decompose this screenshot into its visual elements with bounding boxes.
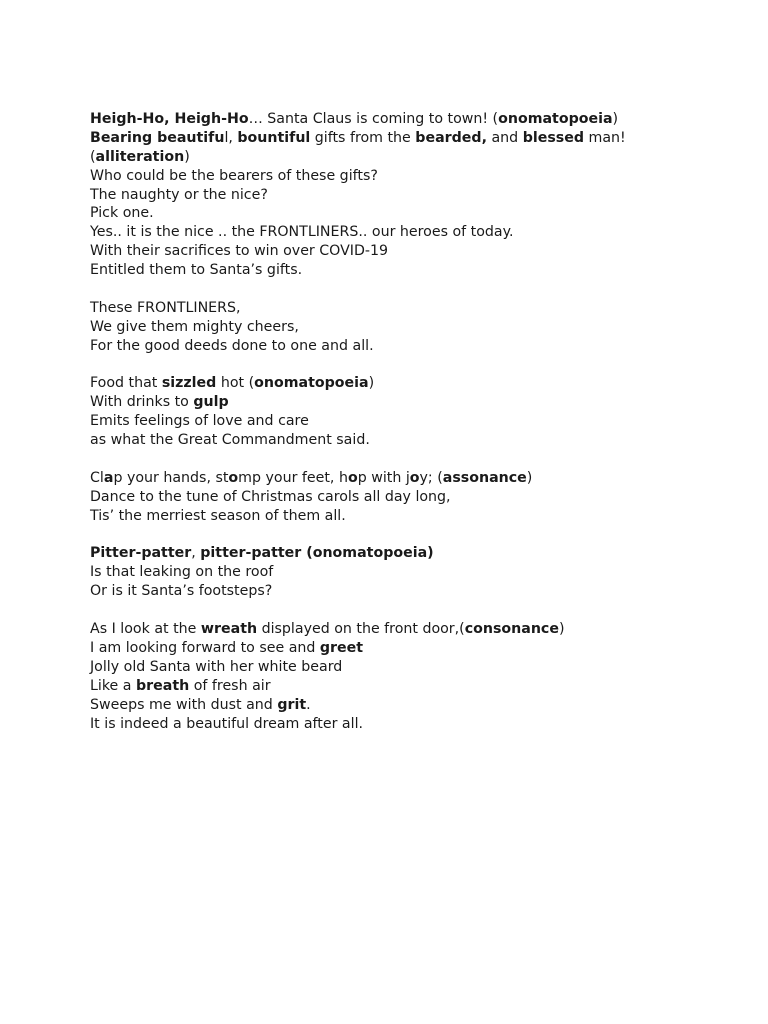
stanza-gap <box>90 526 750 545</box>
text-segment: p your hands, st <box>113 469 229 486</box>
poem-line <box>90 658 750 677</box>
poem-line <box>90 582 750 601</box>
text-segment: and <box>486 129 523 146</box>
bold-text: consonance <box>464 621 559 638</box>
text-segment: Emits feelings of love and care <box>90 413 309 430</box>
text-segment: ) <box>184 148 190 165</box>
poem-line <box>90 544 750 563</box>
text-segment: Sweeps me with dust and <box>90 696 278 713</box>
text-segment: We give them mighty cheers, <box>90 318 299 335</box>
poem-document <box>90 110 750 733</box>
poem-line <box>90 318 750 337</box>
bold-text: o <box>228 469 239 486</box>
stanza-gap <box>90 450 750 469</box>
text-segment: I am looking forward to see and <box>90 639 320 656</box>
text-segment: ( <box>90 148 96 165</box>
text-segment: ) <box>558 621 565 638</box>
poem-line <box>90 299 750 318</box>
text-segment: ) <box>368 375 375 392</box>
text-segment: , <box>191 545 201 562</box>
poem-line <box>90 374 750 393</box>
text-segment: Jolly old Santa with her white beard <box>90 658 343 675</box>
text-segment: Yes.. it is the nice .. the FRONTLINERS.. our heroes of today. <box>90 224 514 241</box>
bold-text: a <box>103 469 114 486</box>
text-segment: y; ( <box>419 469 443 486</box>
bold-text: o <box>409 469 420 486</box>
bold-text: blessed <box>522 129 584 146</box>
text-segment: As I look at the <box>90 621 201 638</box>
poem-line <box>90 204 750 223</box>
text-segment: With their sacrifices to win over COVID-19 <box>90 243 389 260</box>
poem-line <box>90 242 750 261</box>
text-segment: It is indeed a beautiful dream after all. <box>90 715 364 732</box>
poem-line <box>90 677 750 696</box>
bold-text: breath <box>136 677 190 694</box>
text-segment: p with j <box>357 469 410 486</box>
bold-text: sizzled <box>161 375 217 392</box>
text-segment: … Santa Claus is coming to town! ( <box>248 111 499 127</box>
bold-text: grit <box>277 696 307 713</box>
bold-text: greet <box>319 639 364 656</box>
text-segment: Like a <box>90 677 136 694</box>
text-segment: For the good deeds done to one and all. <box>90 337 374 354</box>
bold-text: wreath <box>200 621 258 638</box>
poem-line <box>90 337 750 356</box>
text-segment: gifts from the <box>310 129 416 146</box>
text-segment: Pick one. <box>90 205 154 222</box>
text-segment: Who could be the bearers of these gifts? <box>90 167 378 184</box>
text-segment: The naughty or the nice? <box>90 186 268 203</box>
poem-line <box>90 469 750 488</box>
text-segment: Is that leaking on the roof <box>90 564 274 581</box>
text-segment: Tis’ the merriest season of them all. <box>90 507 346 524</box>
text-segment: With drinks to <box>90 394 194 411</box>
poem-line <box>90 639 750 658</box>
text-segment: Or is it Santa’s footsteps? <box>90 583 273 600</box>
poem-line <box>90 148 750 167</box>
text-segment: ) <box>526 469 533 486</box>
bold-text: Bearing beautifu <box>90 129 225 146</box>
text-segment: mp your feet, h <box>238 469 348 486</box>
poem-line <box>90 110 750 129</box>
text-segment: Dance to the tune of Christmas carols all day long, <box>90 488 451 505</box>
bold-text: bountiful <box>237 129 311 146</box>
text-segment: of fresh air <box>189 677 271 694</box>
poem-line <box>90 507 750 526</box>
bold-text: Heigh-Ho, Heigh-Ho <box>90 111 249 127</box>
text-segment: . <box>306 696 311 713</box>
stanza-gap <box>90 280 750 299</box>
text-segment: hot ( <box>216 375 255 392</box>
poem-line <box>90 129 750 148</box>
bold-text: pitter-patter (onomatopoeia) <box>200 545 434 562</box>
poem-line <box>90 431 750 450</box>
poem-line <box>90 186 750 205</box>
bold-text: alliteration <box>95 148 185 165</box>
stanza-gap <box>90 356 750 375</box>
poem-line <box>90 563 750 582</box>
text-segment: These FRONTLINERS, <box>90 299 241 316</box>
text-segment: man! <box>584 129 626 146</box>
poem-line <box>90 261 750 280</box>
bold-text: onomatopoeia <box>498 111 613 127</box>
poem-line <box>90 488 750 507</box>
poem-line <box>90 223 750 242</box>
text-segment: Entitled them to Santa’s gifts. <box>90 262 303 279</box>
stanza-gap <box>90 601 750 620</box>
poem-line <box>90 715 750 734</box>
text-segment: l, <box>224 129 238 146</box>
bold-text: gulp <box>193 394 229 411</box>
poem-line <box>90 167 750 186</box>
text-segment: displayed on the front door,( <box>257 621 465 638</box>
text-segment: ) <box>612 111 619 127</box>
bold-text: onomatopoeia <box>254 375 369 392</box>
poem-line <box>90 412 750 431</box>
bold-text: assonance <box>442 469 527 486</box>
bold-text: Pitter-patter <box>90 545 192 562</box>
poem-line <box>90 620 750 639</box>
poem-line <box>90 393 750 412</box>
text-segment: Food that <box>90 375 162 392</box>
text-segment: as what the Great Commandment said. <box>90 432 370 449</box>
text-segment: Cl <box>90 469 104 486</box>
bold-text: bearded, <box>415 129 487 146</box>
bold-text: o <box>347 469 358 486</box>
poem-line <box>90 696 750 715</box>
